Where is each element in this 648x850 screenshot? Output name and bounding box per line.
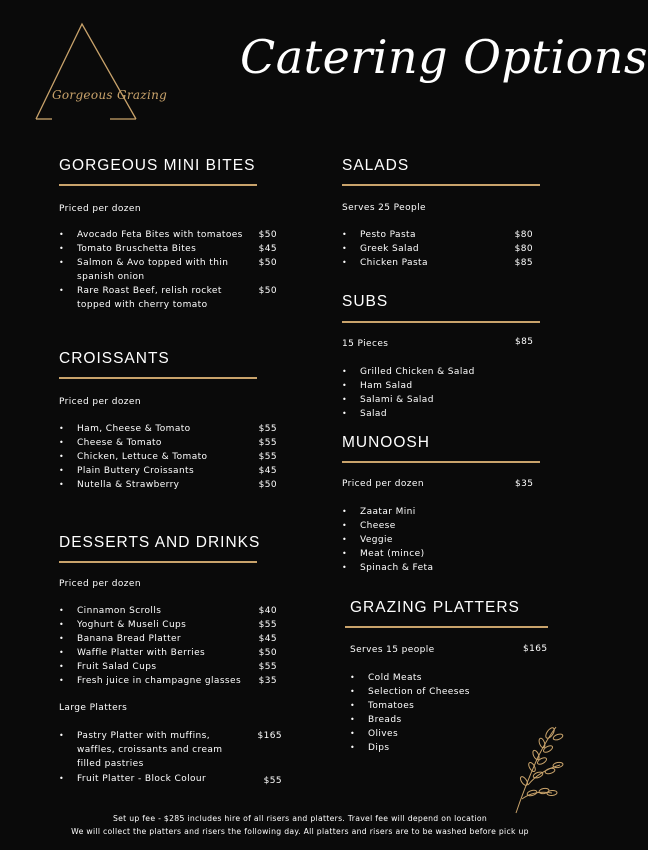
list-item: • Rare Roast Beef, relish rocket topped with cherry tomato $50 — [59, 284, 277, 312]
section-heading-munoosh: MUNOOSH — [342, 434, 430, 451]
section-heading-grazing: GRAZING PLATTERS — [350, 599, 520, 616]
section-divider — [342, 184, 540, 186]
croissants-list — [59, 422, 277, 492]
list-item: • Spinach & Feta — [342, 561, 533, 575]
section-divider — [342, 321, 540, 323]
section-price: $35 — [515, 479, 534, 489]
large-platters-list — [59, 729, 282, 786]
salads-list — [342, 228, 533, 270]
list-item: • Chicken, Lettuce & Tomato $55 — [59, 450, 277, 464]
section-note: Priced per dozen — [59, 397, 141, 407]
section-heading-subs: SUBS — [342, 293, 389, 310]
list-item: • Pastry Platter with muffins, waffles, croissants and cream filled pastries $165 — [59, 729, 282, 771]
list-item: • Fruit Salad Cups $55 — [59, 660, 277, 674]
list-item: • Salmon & Avo topped with thin spanish onion $50 — [59, 256, 277, 284]
list-item: • Greek Salad $80 — [342, 242, 533, 256]
list-item: • Breads — [350, 713, 541, 727]
list-item: • Grilled Chicken & Salad — [342, 365, 533, 379]
desserts-list — [59, 604, 277, 688]
section-note: Serves 25 People — [342, 203, 426, 213]
section-heading-mini-bites: GORGEOUS MINI BITES — [59, 157, 256, 174]
list-item: • Chicken Pasta $85 — [342, 256, 533, 270]
list-item: • Ham, Cheese & Tomato $55 — [59, 422, 277, 436]
section-note: Priced per dozen — [59, 579, 141, 589]
list-item: • Cheese — [342, 519, 533, 533]
leaf-sprig-icon — [508, 725, 570, 815]
section-heading-salads: SALADS — [342, 157, 410, 174]
section-note: Priced per dozen — [59, 204, 141, 214]
list-item: • Cold Meats — [350, 671, 541, 685]
section-heading-desserts: DESSERTS AND DRINKS — [59, 534, 261, 551]
list-item: • Dips — [350, 741, 541, 755]
list-item: • Fruit Platter - Block Colour $55 — [59, 772, 282, 786]
list-item: • Tomato Bruschetta Bites $45 — [59, 242, 277, 256]
section-note: Large Platters — [59, 703, 128, 713]
section-price: $85 — [515, 337, 534, 347]
list-item: • Waffle Platter with Berries $50 — [59, 646, 277, 660]
page-title: Catering Options — [240, 30, 648, 84]
list-item: • Olives — [350, 727, 541, 741]
section-note: Priced per dozen — [342, 479, 424, 489]
list-item: • Fresh juice in champagne glasses $35 — [59, 674, 277, 688]
section-divider — [345, 626, 548, 628]
section-note: 15 Pieces — [342, 339, 389, 349]
list-item: • Cinnamon Scrolls $40 — [59, 604, 277, 618]
footer-line: We will collect the platters and risers the following day. All platters and risers are to be washed before pick up — [71, 827, 529, 836]
list-item: • Ham Salad — [342, 379, 533, 393]
list-item: • Selection of Cheeses — [350, 685, 541, 699]
section-divider — [59, 561, 257, 563]
list-item: • Banana Bread Platter $45 — [59, 632, 277, 646]
section-heading-croissants: CROISSANTS — [59, 350, 170, 367]
section-price: $165 — [523, 644, 548, 654]
logo-text: Gorgeous Grazing — [52, 88, 168, 102]
list-item: • Tomatoes — [350, 699, 541, 713]
munoosh-list — [342, 505, 533, 575]
subs-list — [342, 365, 533, 421]
section-note: Serves 15 people — [350, 645, 435, 655]
list-item: • Avocado Feta Bites with tomatoes $50 — [59, 228, 277, 242]
triangle-logo-icon — [28, 18, 178, 128]
list-item: • Meat (mince) — [342, 547, 533, 561]
mini-bites-list — [59, 228, 277, 312]
section-divider — [59, 184, 257, 186]
list-item: • Cheese & Tomato $55 — [59, 436, 277, 450]
section-divider — [59, 377, 257, 379]
list-item: • Zaatar Mini — [342, 505, 533, 519]
list-item: • Salad — [342, 407, 533, 421]
section-divider — [342, 461, 540, 463]
footer-line: Set up fee - $285 includes hire of all risers and platters. Travel fee will depend on location — [112, 814, 488, 823]
list-item: • Pesto Pasta $80 — [342, 228, 533, 242]
list-item: • Nutella & Strawberry $50 — [59, 478, 277, 492]
list-item: • Plain Buttery Croissants $45 — [59, 464, 277, 478]
list-item: • Veggie — [342, 533, 533, 547]
list-item: • Salami & Salad — [342, 393, 533, 407]
list-item: • Yoghurt & Museli Cups $55 — [59, 618, 277, 632]
